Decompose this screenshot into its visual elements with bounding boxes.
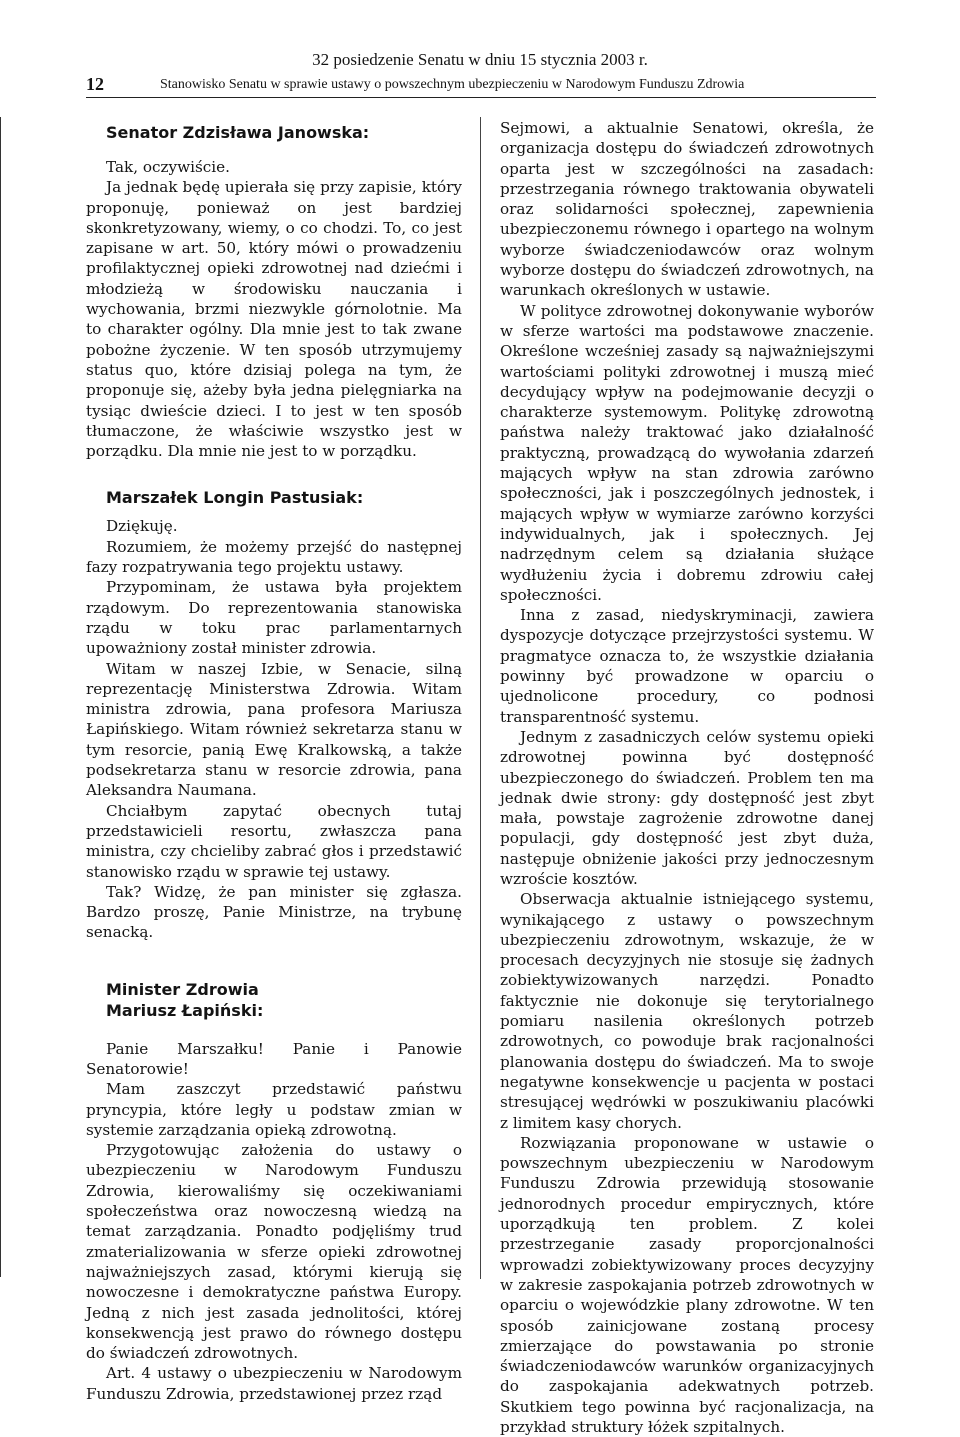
paragraph: Sejmowi, a aktualnie Senatowi, określa, że organizacja dostępu do świadczeń zdrowotnych oparta jest w szczególności na zasadach: przestrzegania równego traktowania obywateli oraz solidarności społecznej, zapewnienia ubezpieczonemu równego i opartego na wolnym wyborze świadczeniodawców oraz wolnym wyborze dostępu do świadczeń zdrowotnych, na warunkach określonych w ustawie. (500, 119, 874, 300)
paragraph: Tak? Widzę, że pan minister się zgłasza. Bardzo proszę, Panie Ministrze, na trybunę senacką. (86, 882, 462, 942)
paragraph: Tak, oczywiście. (106, 158, 230, 176)
running-title: Stanowisko Senatu w sprawie ustawy o powszechnym ubezpieczeniu w Narodowym Funduszu Zdrowia (160, 77, 745, 92)
speaker-heading: Minister Zdrowia (106, 979, 259, 999)
paragraph: Dziękuję. (106, 517, 178, 536)
paragraph: Witam w naszej Izbie, w Senacie, silną reprezentację Ministerstwa Zdrowia. Witam ministra zdrowia, pana profesora Mariusza Łapińskiego. Witam również sekretarza stanu w tym resorcie, panią Ewę Kralkowską, a także podsekretarza stanu w resorcie zdrowia, pana Aleksandra Naumana. (86, 659, 462, 800)
paragraph: Art. 4 ustawy o ubezpieczeniu w Narodowym Funduszu Zdrowia, przedstawionej przez rząd (86, 1364, 462, 1403)
paragraph: Obserwacja aktualnie istniejącego systemu, wynikającego z ustawy o powszechnym ubezpieczeniu zdrowotnym, wskazuje, że w procesach decyzyjnych nie stosuje się żadnych zobiektywizowanych narzędzi. Ponadto faktycznie nie dokonuje się terytorialnego pomiaru nasilenia określonych potrzeb zdrowotnych, co powoduje brak racjonalności planowania dostępu do świadczeń. Ma to swoje negatywne konsekwencje u pacjenta w postaci stresującej wędrówki w poszukiwaniu placówki z limitem kasy chorych. (500, 890, 874, 1132)
speaker-heading: Mariusz Łapiński: (106, 1000, 264, 1020)
page-edge-line (0, 117, 1, 1277)
column-divider (480, 117, 481, 1279)
paragraph: W polityce zdrowotnej dokonywanie wyborów w sferze wartości ma podstawowe znaczenie. Określone wcześniej zasady są najważniejszymi wartościami polityki zdrowotnej i muszą mieć decydujący wpływ na podejmowanie decyzji o charakterze systemowym. Politykę zdrowotną państwa należy traktować jako działalność praktyczną, prowadzącą do wywołania zdarzeń mających wpływ na stan zdrowia zarówno społeczności, jak i poszczególnych jednostek, i mających wpływ w wymiarze zarówno korzyści indywidualnych, jak i społecznych. Jej nadrzędnym celem są działania służące wydłużeniu życia i dobremu zdrowiu całej społeczności. (500, 301, 874, 604)
speaker-heading: Marszałek Longin Pastusiak: (106, 488, 364, 508)
paragraph: Mam zaszczyt przedstawić państwu pryncypia, które legły u podstaw zmian w systemie zarządzania opieką zdrowotną. (86, 1080, 462, 1139)
session-header: 32 posiedzenie Senatu w dniu 15 stycznia 2003 r. (312, 50, 648, 69)
right-column (500, 118, 874, 1437)
paragraph: Przygotowując założenia do ustawy o ubezpieczeniu w Narodowym Funduszu Zdrowia, kierowaliśmy się oczekiwaniami społeczeństwa oraz nowoczesną wiedzą na temat zarządzania. Ponadto podjęliśmy trud zmaterializowania w sferze opieki zdrowotnej najważniejszych zasad, którymi kierują się nowoczesne i demokratyczne państwa Europy. Jedną z nich jest zasada jednolitości, której konsekwencją jest prawo do równego dostępu do świadczeń zdrowotnych. (86, 1141, 462, 1363)
paragraph: Inna z zasad, niedyskryminacji, zawiera dyspozycje dotyczące przejrzystości systemu. W pragmatyce oznacza to, że wszystkie działania powinny być prowadzone w oparciu o ujednolicone procedury, co podnosi transparentność systemu. (500, 606, 874, 726)
page-number: 12 (86, 74, 104, 94)
paragraph: Panie Marszałku! Panie i Panowie Senatorowie! (86, 1039, 462, 1078)
paragraph: Jednym z zasadniczych celów systemu opieki zdrowotnej powinna być dostępność ubezpieczonego do świadczeń. Problem ten ma jednak dwie strony: gdy dostępność jest zbyt mała, powstaje zagrożenie zdrowotne danej populacji, gdy dostępność jest zbyt duża, następuje obniżenie jakości przy jednoczesnym wzroście kosztów. (500, 727, 874, 888)
paragraph: Ja jednak będę upierała się przy zapisie, który proponuję, ponieważ on jest bardziej skonkretyzowany, wiemy, o co chodzi. To, co jest zapisane w art. 50, który mówi o prowadzeniu profilaktycznej opieki zdrowotnej nad dziećmi i młodzieżą w środowisku nauczania i wychowania, brzmi niezwykle górnolotnie. Ma to charakter ogólny. Dla mnie jest to tak zwane pobożne życzenie. W ten sposób utrzymujemy status quo, które dzisiaj polega na tym, że proponuje się, ażeby była jedna pielęgniarka na tysiąc dwieście dzieci. I to jest w ten sposób tłumaczone, że właściwie wszystko jest w porządku. Dla mnie nie jest to w porządku. (86, 178, 462, 461)
paragraph: Rozumiem, że możemy przejść do następnej fazy rozpatrywania tego projektu ustawy. (86, 537, 462, 577)
header-rule (86, 97, 876, 98)
left-column (86, 116, 462, 1404)
running-header (86, 74, 876, 96)
paragraph: Rozwiązania proponowane w ustawie o powszechnym ubezpieczeniu w Narodowym Funduszu Zdrowia przewidują stosowanie jednorodnych procedur empirycznych, które uporządkują ten problem. Z kolei przestrzeganie zasady proporcjonalności wprowadzi zobiektywizowany proces decyzyjny w zakresie zaspokajania potrzeb zdrowotnych w oparciu o wojewódzkie plany zdrowotne. W ten sposób zainicjowane zostaną procesy zmierzające do powstawania po stronie świadczeniodawców warunków organizacyjnych do zaspokajania adekwatnych potrzeb. Skutkiem tego powinna być racjonalizacja, na przykład struktury łóżek szpitalnych. (500, 1133, 874, 1436)
paragraph: Przypominam, że ustawa była projektem rządowym. Do reprezentowania stanowiska rządu w toku prac parlamentarnych upoważniony został minister zdrowia. (86, 578, 462, 658)
paragraph: Chciałbym zapytać obecnych tutaj przedstawicieli resortu, zwłaszcza pana ministra, czy chcieliby zabrać głos i przedstawić stanowisko rządu w sprawie tej ustawy. (86, 801, 462, 881)
speaker-heading: Senator Zdzisława Janowska: (106, 123, 370, 142)
